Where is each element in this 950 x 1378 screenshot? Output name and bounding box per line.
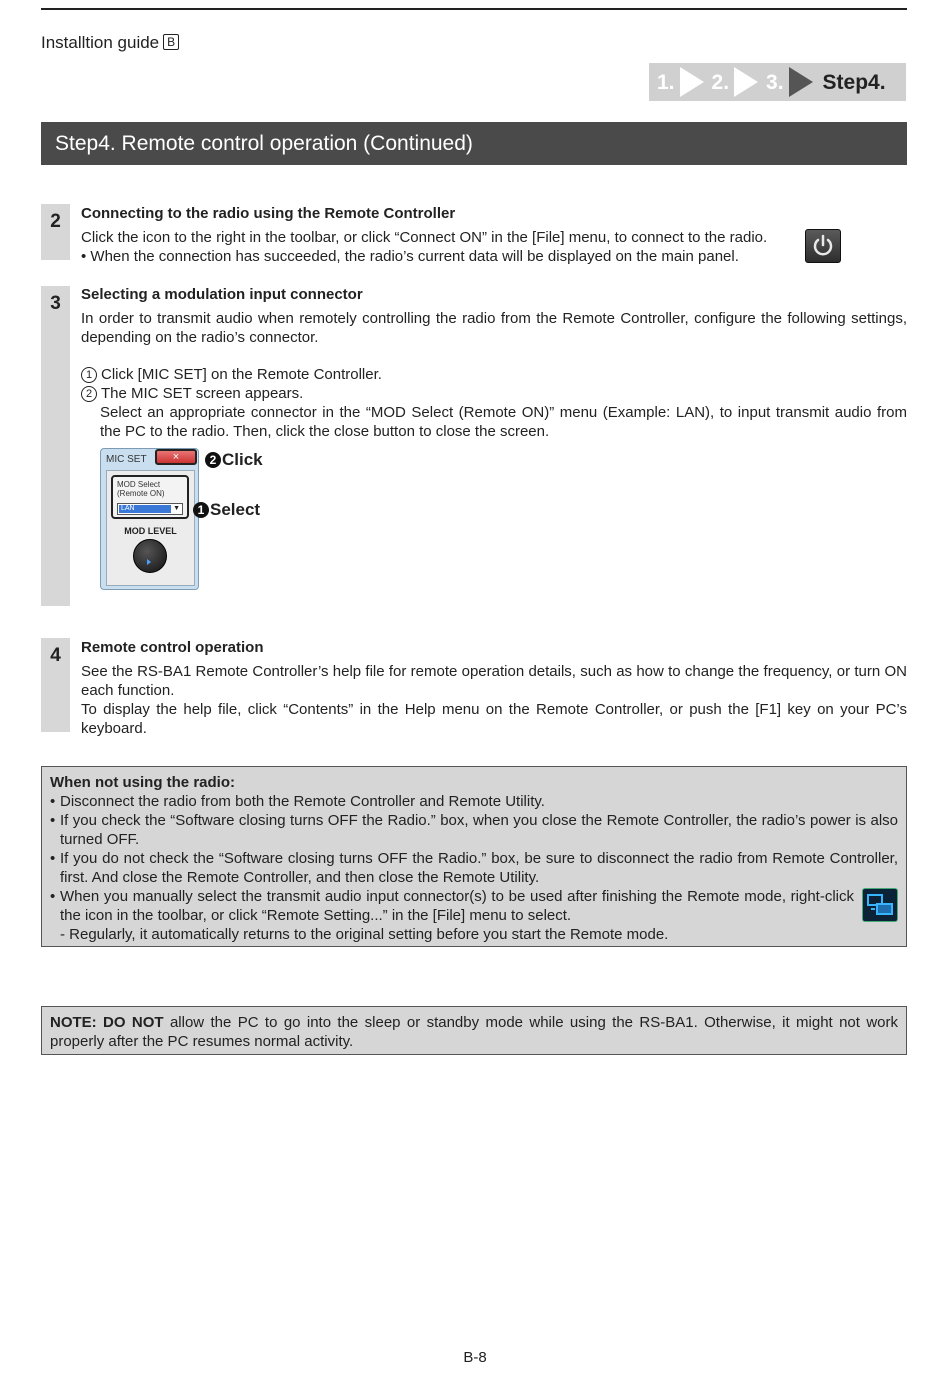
section-4-p2: To display the help file, click “Contents” in the Help menu on the Remote Controller, or push the [F1] key on your PC’s keyboard. (81, 701, 907, 737)
section-2 (81, 204, 801, 266)
mod-select-label-line2: (Remote ON) (117, 489, 165, 498)
section-3-intro: In order to transmit audio when remotely controlling the radio from the Remote Controller, configure the following settings, depending on the radio’s connector. (81, 310, 907, 346)
note-text (50, 1013, 898, 1051)
guide-badge: B (163, 34, 179, 50)
step-progress (649, 63, 906, 101)
when-not-using-box (41, 766, 907, 947)
notbox-bullet-3-detail: - Regularly, it automatically returns to the original setting before you start the Remote mode. (60, 926, 669, 943)
callout-number: 1 (193, 502, 209, 518)
mic-set-window (100, 448, 199, 590)
page-number: B-8 (463, 1349, 487, 1366)
mic-set-title: MIC SET (106, 454, 147, 465)
mod-select-label-line1: MOD Select (117, 480, 161, 489)
mod-select-label (117, 480, 165, 498)
step-number-2: 2 (41, 204, 70, 260)
guide-title-text: Installtion guide (41, 33, 160, 52)
chevron-down-icon: ▼ (173, 505, 180, 512)
section-2-heading: Connecting to the radio using the Remote Controller (81, 205, 456, 222)
section-3-heading: Selecting a modulation input connector (81, 286, 363, 303)
current-step: Step4. (822, 70, 886, 94)
chevron-right-icon (680, 67, 704, 97)
circled-number: 2 (81, 386, 97, 402)
remote-setting-icon[interactable] (862, 888, 898, 922)
section-3-step1 (81, 365, 907, 384)
step-number-4: 4 (41, 638, 70, 732)
section-3-step2 (81, 384, 907, 403)
top-rule (41, 8, 907, 10)
notbox-bullet-1: • Disconnect the radio from both the Remote Controller and Remote Utility. (50, 792, 898, 811)
notbox-bullet-2: • If you check the “Software closing turns OFF the Radio.” box, when you close the Remote Controller, the radio’s power is also turned OFF. (50, 811, 898, 849)
section-banner: Step4. Remote control operation (Continued) (41, 122, 907, 165)
section-3-step1-text: Click [MIC SET] on the Remote Controller. (101, 366, 382, 383)
callout-click-text: Click (222, 450, 263, 469)
notbox-bullet-2-detail-text: If you do not check the “Software closing turns OFF the Radio.” box, be sure to disconnect the radio from Remote Controller, first. And close the Remote Controller, and then close the Remote Utility. (60, 850, 898, 886)
note-box (41, 1006, 907, 1055)
close-button[interactable]: × (155, 449, 197, 465)
callout-select (193, 500, 260, 520)
callout-number: 2 (205, 452, 221, 468)
mod-level-label: MOD LEVEL (124, 526, 177, 536)
section-4 (81, 638, 907, 738)
section-3-step2-detail: Select an appropriate connector in the “MOD Select (Remote ON)” menu (Example: LAN), to input transmit audio from the PC to the radio. Then, click the close button to close the screen. (100, 404, 907, 440)
notbox-bullet-3: • When you manually select the transmit audio input connector(s) to be used after finishing the Remote mode, right-click the icon in the toolbar, or click “Remote Setting...” in the [File] menu to select. (50, 887, 898, 925)
chevron-right-icon (789, 67, 813, 97)
circled-number: 1 (81, 367, 97, 383)
mod-select-group (111, 475, 189, 519)
section-2-line1: Click the icon to the right in the toolbar, or click “Connect ON” in the [File] menu, to connect to the radio. (81, 229, 768, 246)
section-3 (81, 285, 907, 441)
mic-set-panel (106, 470, 195, 586)
mod-level-knob[interactable] (133, 539, 167, 573)
section-2-line2: • When the connection has succeeded, the radio’s current data will be displayed on the main panel. (81, 248, 739, 265)
step-number-3: 3 (41, 286, 70, 606)
mod-select-value: LAN (119, 505, 171, 513)
section-4-heading: Remote control operation (81, 639, 264, 656)
step-2: 2. (711, 70, 730, 94)
remote-setting-icon-glyph (863, 889, 897, 921)
step-3: 3. (766, 70, 784, 94)
callout-click (205, 450, 263, 470)
section-3-step2-text: The MIC SET screen appears. (101, 385, 304, 402)
note-label: NOTE: DO NOT (50, 1014, 164, 1031)
step-1: 1. (657, 70, 675, 94)
power-icon-glyph (806, 230, 840, 262)
mod-select-dropdown[interactable] (117, 503, 183, 515)
guide-title (41, 33, 179, 52)
note-body: allow the PC to go into the sleep or standby mode while using the RS-BA1. Otherwise, it might not work properly after the PC resumes normal activity. (50, 1014, 898, 1050)
callout-select-text: Select (210, 500, 261, 519)
section-4-p1: See the RS-BA1 Remote Controller’s help file for remote operation details, such as how to change the frequency, or turn ON each function. (81, 663, 907, 699)
notbox-bullet-2-detail (50, 849, 898, 887)
chevron-right-icon (734, 67, 758, 97)
when-not-using-heading: When not using the radio: (50, 774, 235, 791)
knob-indicator (147, 559, 151, 565)
power-icon[interactable] (805, 229, 841, 263)
